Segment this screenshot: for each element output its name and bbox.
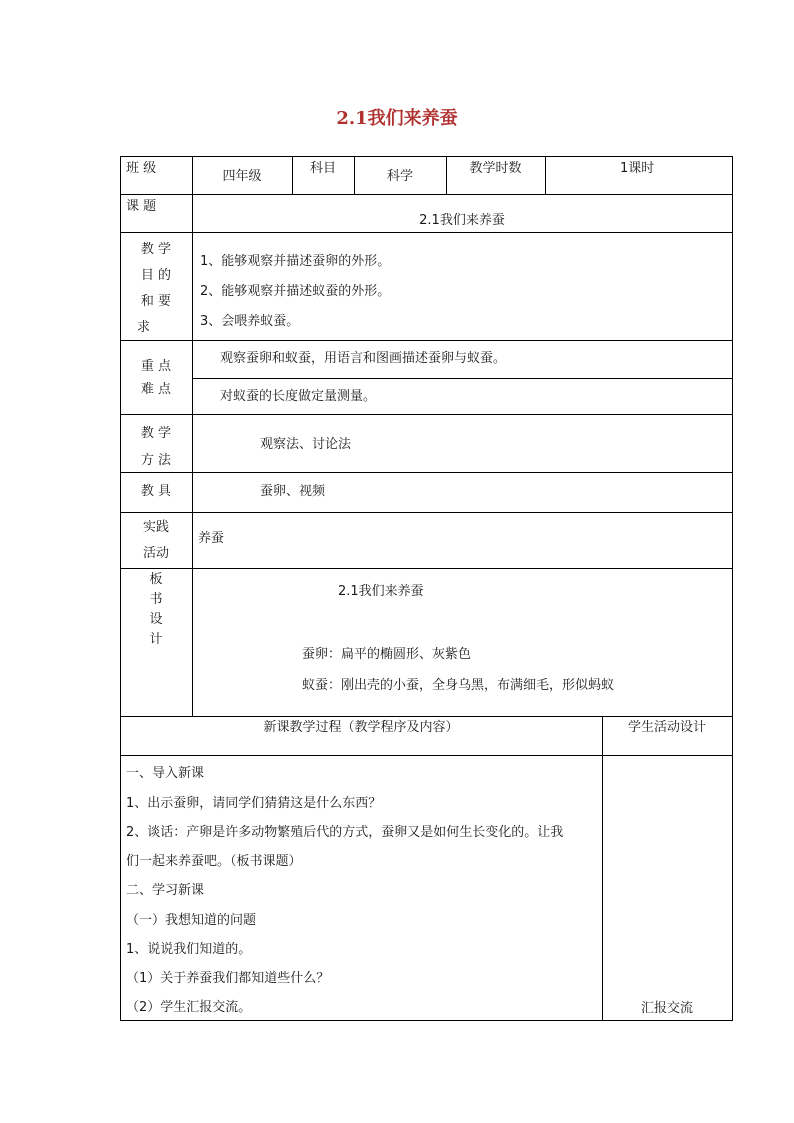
practice-value: 养蚕 [198, 531, 225, 546]
process-line: （一）我想知道的问题 [126, 913, 257, 928]
subject-value: 科学 [386, 169, 413, 184]
tools-value: 蚕卵、视频 [260, 484, 326, 499]
row-divider [120, 472, 733, 473]
objectives-label: 和 要 [140, 294, 172, 309]
row-divider [120, 755, 733, 756]
table-border-bottom [120, 1020, 733, 1021]
class-label: 班 级 [126, 161, 157, 176]
key-point-text: 观察蚕卵和蚁蚕，用语言和图画描述蚕卵与蚁蚕。 [220, 351, 507, 366]
column-divider [602, 716, 603, 1021]
process-line: 1、出示蚕卵，请同学们猜猜这是什么东西？ [126, 796, 382, 811]
board-label: 书 [149, 592, 163, 607]
objectives-label: 求 [137, 320, 151, 335]
hours-label: 教学时数 [469, 161, 522, 176]
page-title: 2.1我们来养蚕 [336, 108, 458, 129]
hours-value: 1课时 [620, 161, 655, 176]
table-border-right [732, 156, 733, 1021]
board-line: 蚁蚕：刚出壳的小蚕，全身乌黑，布满细毛，形似蚂蚁 [302, 678, 615, 693]
process-line: 2、谈话：产卵是许多动物繁殖后代的方式，蚕卵又是如何生长变化的。让我 [126, 825, 564, 840]
board-title: 2.1我们来养蚕 [338, 584, 424, 599]
method-value: 观察法、讨论法 [260, 437, 352, 452]
practice-label: 实践 [142, 520, 169, 535]
process-line: 1、说说我们知道的。 [126, 942, 252, 957]
process-line: 二、学习新课 [126, 883, 205, 898]
table-border-top [120, 156, 733, 157]
column-divider [192, 156, 193, 716]
difficulty-text: 对蚁蚕的长度做定量测量。 [220, 389, 377, 404]
practice-label: 活动 [142, 546, 169, 561]
row-divider [120, 512, 733, 513]
process-line: （2）学生汇报交流。 [126, 1000, 252, 1015]
objective-item: 1、能够观察并描述蚕卵的外形。 [200, 254, 391, 269]
objective-item: 3、会喂养蚁蚕。 [200, 314, 300, 329]
board-label: 设 [149, 612, 163, 627]
row-divider [120, 568, 733, 569]
objectives-label: 教 学 [140, 242, 172, 257]
subject-label: 科目 [309, 161, 336, 176]
row-divider [192, 378, 733, 379]
row-divider [120, 414, 733, 415]
process-line: 们一起来养蚕吧。（板书课题） [126, 854, 302, 869]
row-divider [120, 232, 733, 233]
row-divider [120, 194, 733, 195]
method-label: 方 法 [140, 453, 172, 468]
objectives-label: 目 的 [140, 268, 172, 283]
row-divider [120, 716, 733, 717]
objective-item: 2、能够观察并描述蚁蚕的外形。 [200, 284, 391, 299]
board-line: 蚕卵：扁平的椭圆形、灰紫色 [302, 647, 472, 662]
topic-value: 2.1我们来养蚕 [419, 213, 505, 228]
student-activity-text: 汇报交流 [640, 1001, 693, 1016]
row-divider [120, 340, 733, 341]
process-header: 新课教学过程（教学程序及内容） [263, 720, 459, 735]
tools-label: 教 具 [140, 484, 172, 499]
board-label: 板 [149, 572, 163, 587]
key-points-label: 难 点 [140, 382, 172, 397]
process-line: 一、导入新课 [126, 766, 205, 781]
key-points-label: 重 点 [140, 359, 172, 374]
column-divider [545, 156, 546, 194]
board-label: 计 [149, 632, 163, 647]
class-value: 四年级 [222, 169, 262, 184]
process-line: （1）关于养蚕我们都知道些什么？ [126, 971, 330, 986]
student-activity-header: 学生活动设计 [627, 720, 706, 735]
topic-label: 课 题 [126, 199, 157, 214]
method-label: 教 学 [140, 426, 172, 441]
